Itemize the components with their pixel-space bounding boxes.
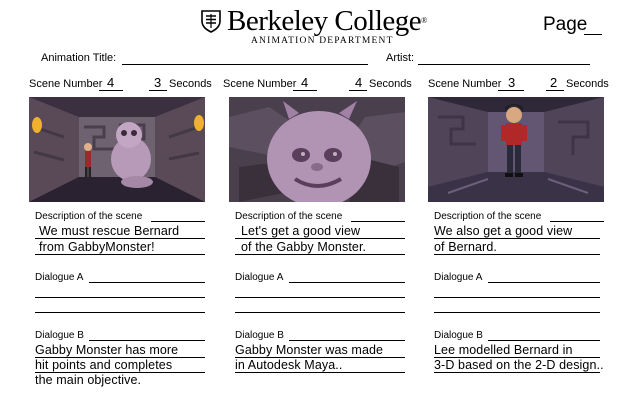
dialogue-b-label: Dialogue B — [35, 330, 84, 341]
dialogue-a-rule-0 — [289, 282, 405, 283]
description-rule-2 — [434, 254, 600, 255]
dialogue-b-rule-0 — [89, 340, 205, 341]
seconds-label: Seconds — [566, 78, 609, 90]
bernard-standing-render — [428, 97, 604, 202]
seconds-field[interactable] — [349, 90, 367, 91]
description-rule-2 — [235, 254, 405, 255]
dialogue-b-label: Dialogue B — [235, 330, 284, 341]
seconds-value: 2 — [550, 75, 558, 90]
scene-frame-image — [428, 97, 604, 202]
seconds-field[interactable] — [149, 90, 167, 91]
scene-number-value: 4 — [301, 75, 309, 90]
description-label: Description of the scene — [235, 211, 343, 222]
seconds-value: 3 — [154, 75, 162, 90]
description-rule-2 — [35, 254, 205, 255]
scene-number-value: 4 — [107, 75, 115, 90]
description-line-1: We must rescue Bernard — [39, 224, 180, 238]
dialogue-a-rule-2 — [434, 312, 600, 313]
dialogue-a-rule-1 — [235, 297, 405, 298]
scene-number-value: 3 — [508, 75, 516, 90]
dialogue-a-rule-1 — [434, 297, 600, 298]
dialogue-b-line-3: the main objective. — [35, 373, 142, 387]
storyboard-panel-3 — [428, 0, 628, 414]
scene-number-label: Scene Number — [428, 78, 502, 90]
gabby-monster-chasing-bernard-render — [29, 97, 205, 202]
animation-title-label: Animation Title: — [41, 52, 117, 64]
description-rule-1 — [434, 238, 600, 239]
page-number-label: Page — [543, 14, 588, 35]
storyboard-panel-1 — [29, 0, 229, 414]
dialogue-a-label: Dialogue A — [434, 272, 483, 283]
dialogue-b-rule-2 — [434, 372, 600, 373]
dialogue-b-line-2: 3-D based on the 2-D design.. — [434, 358, 604, 372]
scene-info-row — [428, 75, 628, 90]
dialogue-a-rule-0 — [488, 282, 600, 283]
scene-frame-image — [229, 97, 405, 202]
dialogue-b-label: Dialogue B — [434, 330, 483, 341]
description-label: Description of the scene — [35, 211, 143, 222]
description-label-underline — [351, 221, 405, 222]
logo-subtitle: ANIMATION DEPARTMENT — [251, 36, 394, 46]
scene-info-row — [29, 75, 229, 90]
dialogue-a-rule-1 — [35, 297, 205, 298]
scene-number-field[interactable] — [99, 90, 123, 91]
description-label-underline — [151, 221, 205, 222]
logo-wordmark: Berkeley College® — [227, 5, 427, 37]
seconds-label: Seconds — [169, 78, 212, 90]
seconds-label: Seconds — [369, 78, 412, 90]
scene-number-label: Scene Number — [29, 78, 103, 90]
description-line-2: from GabbyMonster! — [39, 240, 155, 254]
dialogue-a-rule-2 — [235, 312, 405, 313]
description-rule-1 — [235, 238, 405, 239]
dialogue-b-rule-0 — [289, 340, 405, 341]
dialogue-b-line-1: Gabby Monster was made — [235, 343, 384, 357]
dialogue-a-rule-0 — [89, 282, 205, 283]
scene-frame-image — [29, 97, 205, 202]
description-rule-1 — [35, 238, 205, 239]
storyboard-panel-2 — [223, 0, 429, 414]
scene-number-field[interactable] — [293, 90, 317, 91]
dialogue-b-line-2: in Autodesk Maya.. — [235, 358, 343, 372]
dialogue-a-label: Dialogue A — [235, 272, 284, 283]
description-line-2: of the Gabby Monster. — [241, 240, 367, 254]
dialogue-b-line-1: Gabby Monster has more — [35, 343, 179, 357]
description-line-1: Let's get a good view — [241, 224, 361, 238]
description-line-1: We also get a good view — [434, 224, 573, 238]
gabby-monster-closeup-render — [229, 97, 405, 202]
description-line-2: of Bernard. — [434, 240, 497, 254]
scene-number-field[interactable] — [498, 90, 524, 91]
dialogue-b-rule-2 — [235, 372, 405, 373]
dialogue-b-line-2: hit points and completes — [35, 358, 173, 372]
dialogue-a-label: Dialogue A — [35, 272, 84, 283]
dialogue-a-rule-2 — [35, 312, 205, 313]
dialogue-b-rule-0 — [488, 340, 600, 341]
scene-number-label: Scene Number — [223, 78, 297, 90]
description-label-underline — [550, 221, 604, 222]
artist-label: Artist: — [386, 52, 415, 64]
description-label: Description of the scene — [434, 211, 542, 222]
dialogue-b-line-1: Lee modelled Bernard in — [434, 343, 573, 357]
seconds-field[interactable] — [546, 90, 564, 91]
seconds-value: 4 — [355, 75, 363, 90]
